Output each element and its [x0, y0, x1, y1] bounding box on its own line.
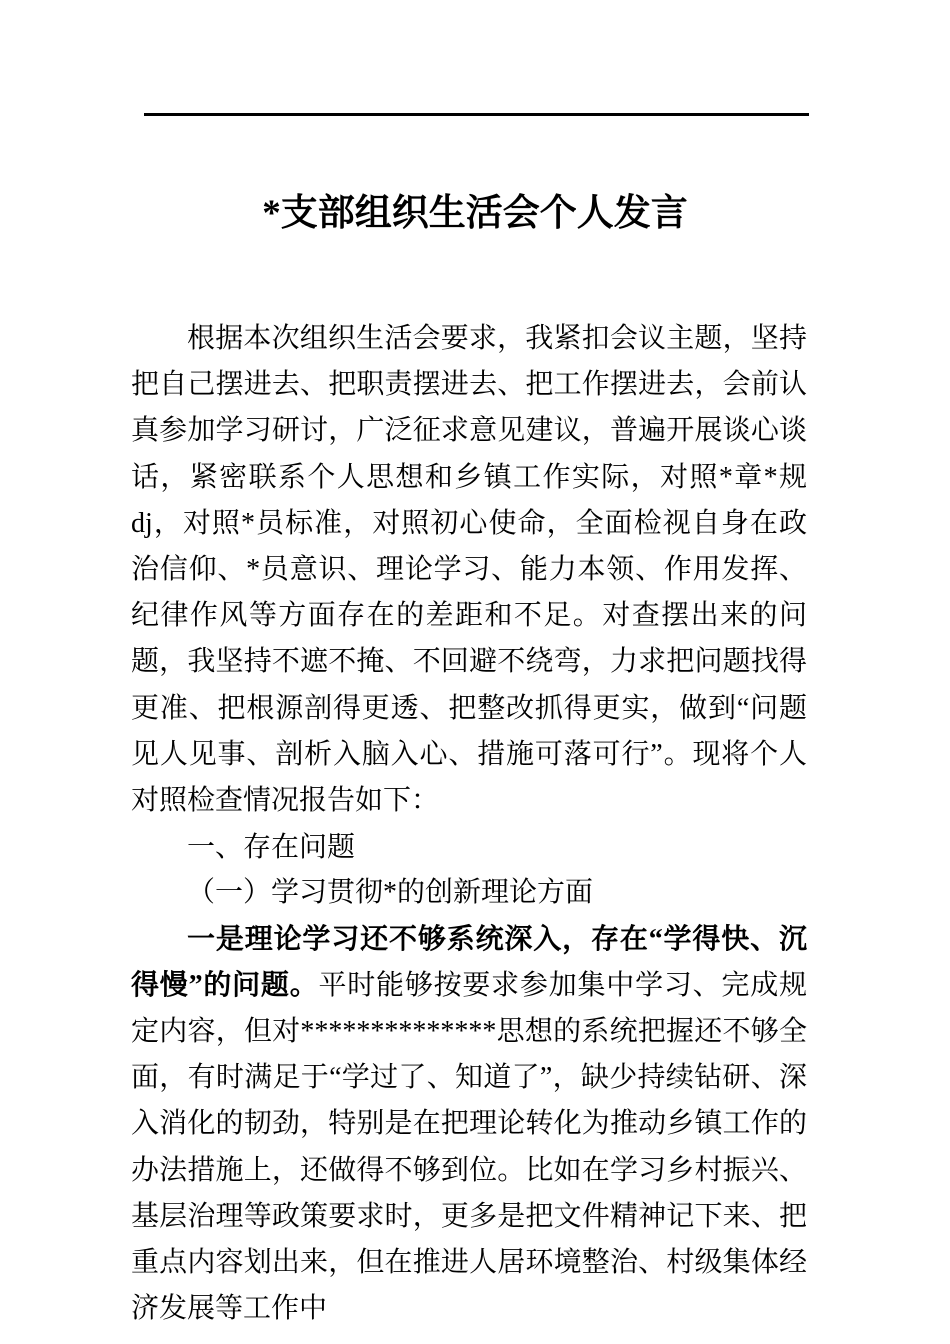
- heading-existing-problems: 一、存在问题: [187, 831, 356, 863]
- document-body: [131, 316, 807, 1332]
- problem-1-lead-bold: 一是理论学习还不够系统深入，存在“学得快、沉得慢”的问题。: [131, 923, 807, 1001]
- document-title: *支部组织生活会个人发言: [262, 193, 688, 234]
- heading-theory-study-aspect: （一）学习贯彻*的创新理论方面: [187, 877, 594, 909]
- paragraph-problem-1: [131, 917, 807, 1333]
- header-rule: [144, 113, 809, 116]
- paragraph-intro: 根据本次组织生活会要求，我紧扣会议主题，坚持把自己摆进去、把职责摆进去、把工作摆进去，会前认真参加学习研讨，广泛征求意见建议，普遍开展谈心谈话，紧密联系个人思想和乡镇工作实际，对照*章*规dj，对照*员标准，对照初心使命，全面检视自身在政治信仰、*员意识、理论学习、能力本领、作用发挥、纪律作风等方面存在的差距和不足。对查摆出来的问题，我坚持不遮不掩、不回避不绕弯，力求把问题找得更准、把根源剖得更透、把整改抓得更实，做到“问题见人见事、剖析入脑入心、措施可落可行”。现将个人对照检查情况报告如下：: [131, 323, 807, 817]
- problem-1-detail: 平时能够按要求参加集中学习、完成规定内容，但对**************思想的系统把握还不够全面，有时满足于“学过了、知道了”，缺少持续钻研、深入消化的韧劲，特别是在把理论转化为推动乡镇工作的办法措施上，还做得不够到位。比如在学习乡村振兴、基层治理等政策要求时，更多是把文件精神记下来、把重点内容划出来，但在推进人居环境整治、村级集体经济发展等工作中: [131, 969, 807, 1325]
